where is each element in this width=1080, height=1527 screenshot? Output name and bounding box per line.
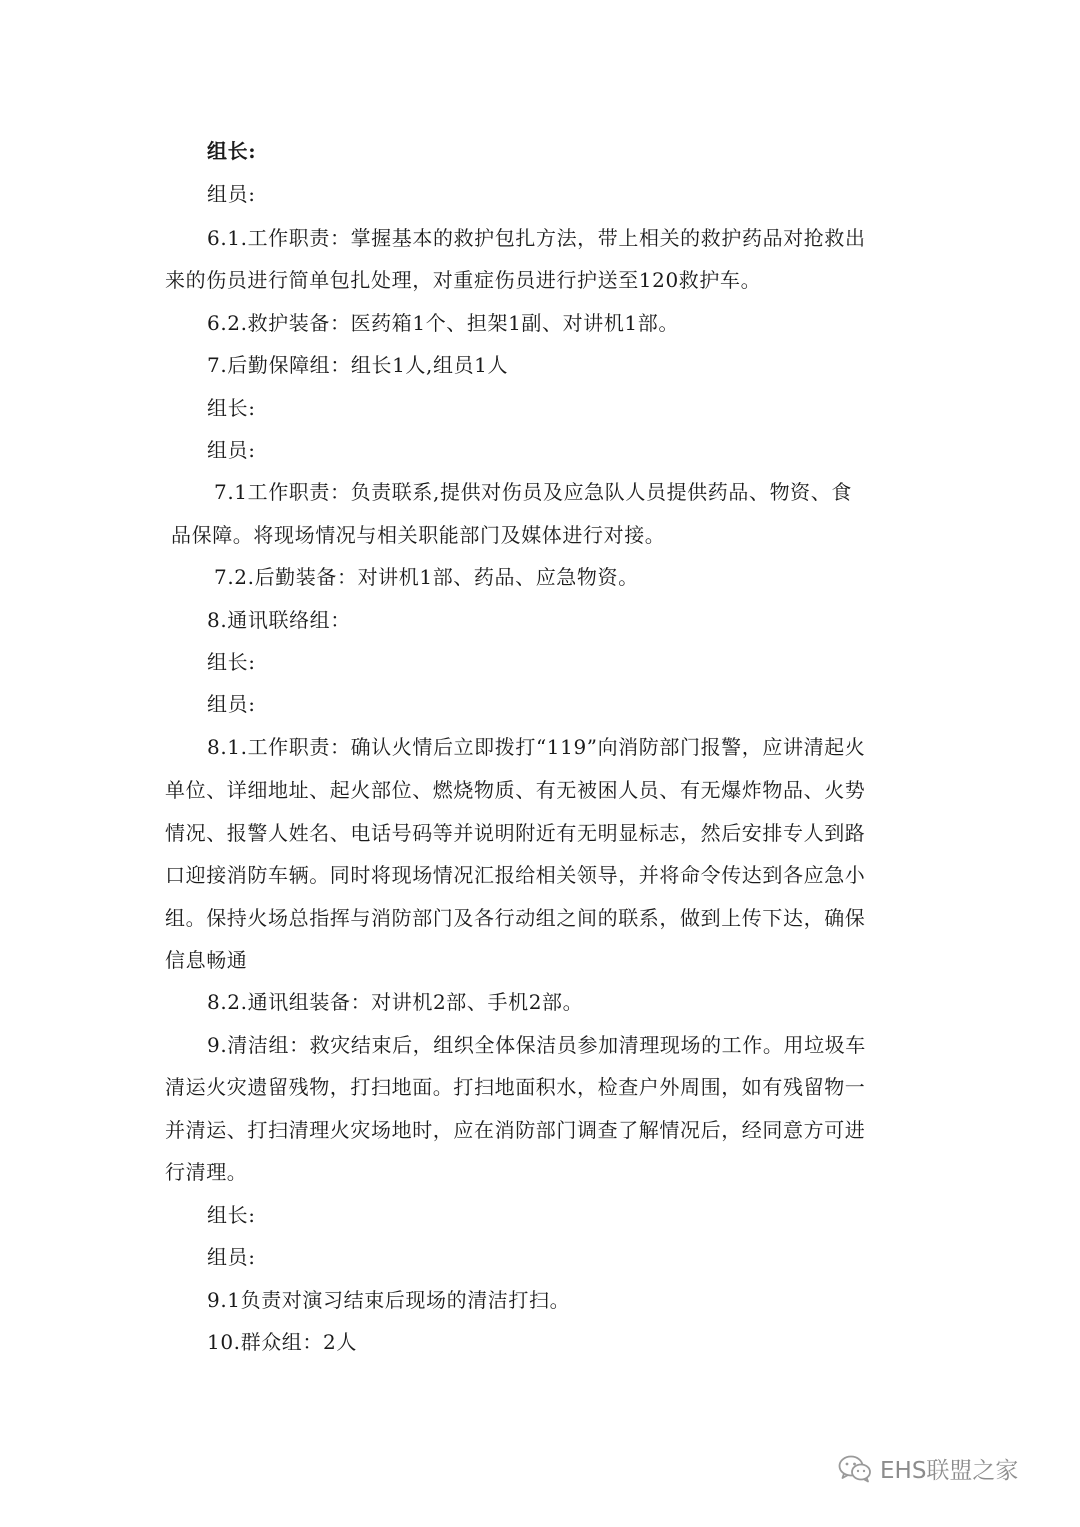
line-5: 6.2.救护装备：医药箱1个、担架1副、对讲机1部。	[207, 311, 679, 335]
watermark-text: EHS联盟之家	[880, 1458, 1019, 1484]
line-17: 情况、报警人姓名、电话号码等并说明附近有无明显标志，然后安排专人到路	[165, 821, 866, 845]
line-21: 8.2.通讯组装备：对讲机2部、手机2部。	[207, 990, 584, 1014]
line-24: 并清运、打扫清理火灾场地时，应在消防部门调查了解情况后，经同意方可进	[165, 1118, 866, 1142]
line-14: 组员:	[207, 692, 256, 716]
line-27: 组员:	[207, 1245, 256, 1269]
line-10: 品保障。将现场情况与相关职能部门及媒体进行对接。	[171, 523, 666, 547]
line-26: 组长:	[207, 1203, 256, 1227]
line-15: 8.1.工作职责：确认火情后立即拨打“119”向消防部门报警，应讲清起火	[207, 735, 866, 759]
line-7: 组长:	[207, 396, 256, 420]
line-6: 7.后勤保障组：组长1人,组员1人	[207, 353, 509, 377]
line-8: 组员:	[207, 438, 256, 462]
line-12: 8.通讯联络组：	[207, 608, 351, 632]
line-23: 清运火灾遗留残物，打扫地面。打扫地面积水，检查户外周围，如有残留物一	[165, 1075, 866, 1099]
line-16: 单位、详细地址、起火部位、燃烧物质、有无被困人员、有无爆炸物品、火势	[165, 778, 866, 802]
line-1: 组长:	[207, 139, 257, 163]
line-11: 7.2.后勤装备：对讲机1部、药品、应急物资。	[214, 565, 639, 589]
line-22: 9.清洁组：救灾结束后，组织全体保洁员参加清理现场的工作。用垃圾车	[207, 1033, 866, 1057]
line-3: 6.1.工作职责：掌握基本的救护包扎方法，带上相关的救护药品对抢救出	[207, 226, 866, 250]
line-25: 行清理。	[165, 1160, 248, 1184]
line-9: 7.1工作职责：负责联系,提供对伤员及应急队人员提供药品、物资、食	[214, 480, 852, 504]
line-20: 信息畅通	[165, 948, 248, 972]
line-2: 组员:	[207, 182, 256, 206]
wechat-icon	[838, 1454, 872, 1484]
line-18: 口迎接消防车辆。同时将现场情况汇报给相关领导，并将命令传达到各应急小	[165, 863, 866, 887]
line-19: 组。保持火场总指挥与消防部门及各行动组之间的联系，做到上传下达，确保	[165, 906, 866, 930]
line-29: 10.群众组：2人	[207, 1330, 357, 1354]
line-4: 来的伤员进行简单包扎处理，对重症伤员进行护送至120救护车。	[165, 268, 762, 292]
line-28: 9.1负责对演习结束后现场的清洁打扫。	[207, 1288, 571, 1312]
watermark	[838, 1452, 1018, 1485]
line-13: 组长:	[207, 650, 256, 674]
